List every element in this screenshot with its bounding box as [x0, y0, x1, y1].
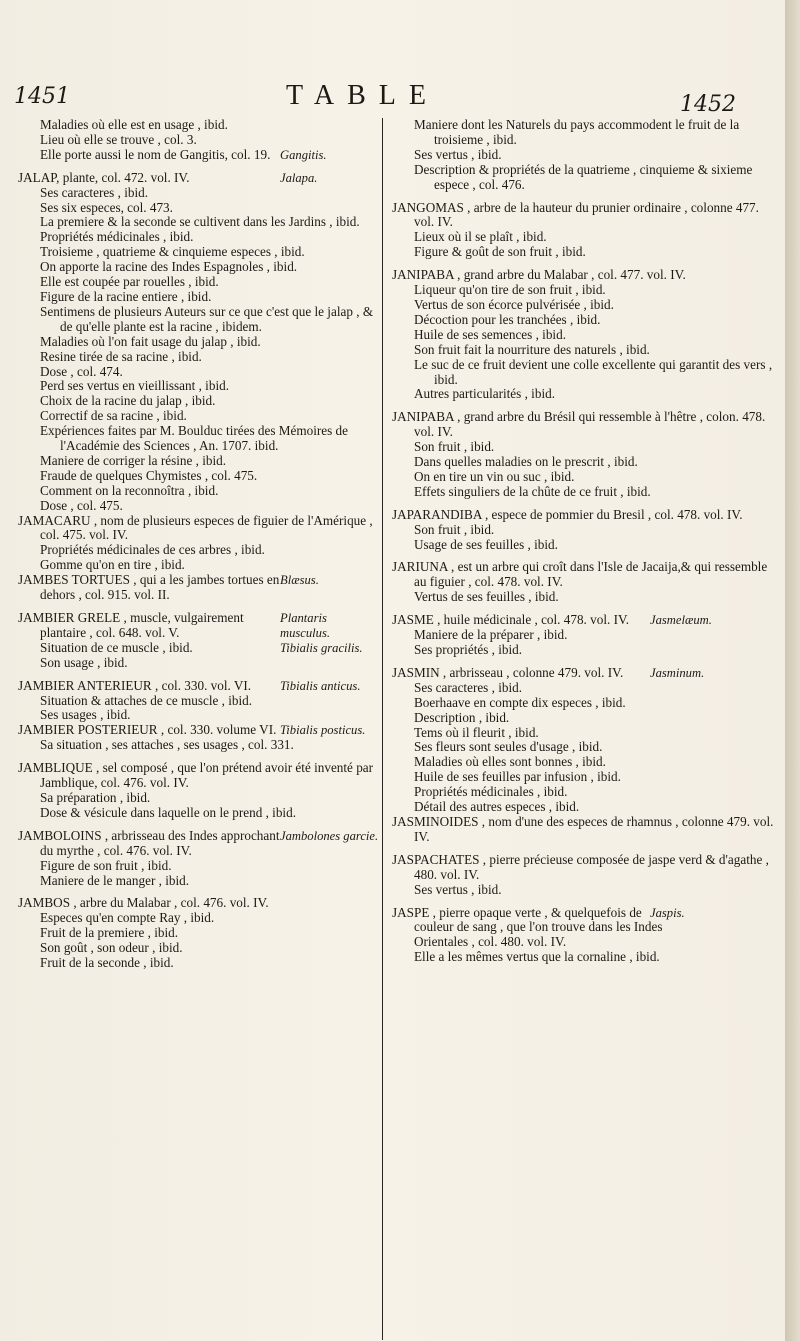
entry-text: Perd ses vertus en vieillissant , ibid. — [40, 378, 229, 394]
entry-text: Usage de ses feuilles , ibid. — [414, 536, 558, 552]
right-column — [392, 118, 782, 965]
entry-text: JAMBIER GRELE , muscle, vulgairement plantaire , col. 648. vol. V. — [18, 610, 244, 640]
index-subentry — [18, 738, 378, 753]
entry-text: Figure de son fruit , ibid. — [40, 857, 172, 873]
index-subentry — [18, 275, 378, 290]
entry-text: Description & propriétés de la quatrieme , cinquieme & sixieme espece , col. 476. — [414, 161, 753, 192]
index-entry — [392, 508, 782, 523]
entry-text: Ses propriétés , ibid. — [414, 642, 523, 657]
entry-text: JAMBOS , arbre du Malabar , col. 476. vol. IV. — [18, 895, 269, 911]
entry-text: Maladies où elles sont bonnes , ibid. — [414, 754, 606, 770]
index-entry — [392, 560, 782, 590]
index-subentry — [392, 485, 782, 500]
entry-text: Especes qu'en compte Ray , ibid. — [40, 910, 215, 926]
index-subentry — [18, 146, 327, 163]
index-subentry — [392, 755, 782, 770]
entry-text: JAMBOLOINS , arbrisseau des Indes approchant du myrthe , col. 476. vol. IV. — [18, 827, 280, 858]
index-subentry — [18, 941, 378, 956]
entry-text: La premiere & la seconde se cultivent dans les Jardins , ibid. — [40, 214, 360, 230]
entry-text: Son usage , ibid. — [40, 654, 128, 670]
index-subentry — [392, 538, 782, 553]
index-subentry — [392, 950, 782, 965]
index-subentry — [18, 186, 378, 201]
index-entry — [392, 904, 685, 951]
entry-text: JAMBLIQUE , sel composé , que l'on prétend avoir été inventé par Jamblique, col. 476. vol. IV. — [18, 760, 374, 791]
entry-text: JAMACARU , nom de plusieurs especes de figuier de l'Amérique , col. 475. vol. IV. — [18, 512, 373, 543]
index-subentry — [392, 328, 782, 343]
index-entry — [392, 612, 712, 628]
index-subentry — [18, 394, 378, 409]
entry-text: JAMBES TORTUES , qui a les jambes tortues en dehors , col. 915. vol. II. — [18, 572, 280, 603]
entry-text: JARIUNA , est un arbre qui croît dans l'Isle de Jacaija,& qui ressemble au figuier , col. 478. vol. IV. — [392, 559, 768, 590]
index-subentry — [18, 656, 378, 671]
entry-text: Lieux où il se plaît , ibid. — [414, 229, 547, 245]
index-subentry — [18, 133, 378, 148]
left-page-number: 1451 — [14, 84, 70, 109]
entry-text: Elle a les mêmes vertus que la cornaline , ibid. — [414, 949, 660, 965]
index-subentry — [392, 148, 782, 163]
index-subentry — [392, 387, 782, 402]
entry-text: Maladies où l'on fait usage du jalap , ibid. — [40, 333, 261, 349]
index-entry — [18, 827, 379, 859]
entry-text: On en tire un vin ou suc , ibid. — [414, 468, 575, 484]
entry-text: On apporte la racine des Indes Espagnoles , ibid. — [40, 259, 298, 275]
index-subentry — [18, 956, 378, 971]
entry-text: Ses vertus , ibid. — [414, 146, 502, 162]
entry-text: Situation de ce muscle , ibid. — [40, 639, 193, 655]
entry-text: Ses six especes, col. 473. — [40, 199, 173, 215]
entry-text: Propriétés médicinales , ibid. — [414, 784, 568, 800]
latin-margin-note: Jasmelæum. — [650, 613, 712, 628]
entry-text: JANIPABA , grand arbre du Brésil qui ressemble à l'hêtre , colon. 478. vol. IV. — [392, 409, 766, 440]
index-subentry — [392, 643, 782, 658]
index-subentry — [18, 454, 378, 469]
latin-margin-note: Tibialis anticus. — [280, 678, 361, 693]
entry-text: Choix de la racine du jalap , ibid. — [40, 393, 216, 409]
index-subentry — [392, 118, 782, 148]
latin-margin-note: Plantaris musculus. — [280, 611, 331, 640]
index-subentry — [18, 806, 378, 821]
entry-text: Sentimens de plusieurs Auteurs sur ce que c'est que le jalap , & de qu'elle plante est la racine , ibidem. — [40, 303, 374, 334]
entry-text: JAMBIER ANTERIEUR , col. 330. vol. VI. — [18, 677, 252, 693]
index-subentry — [18, 260, 378, 275]
index-entry — [18, 722, 366, 738]
entry-text: JAPARANDIBA , espece de pommier du Bresil , col. 478. vol. IV. — [392, 506, 743, 522]
index-subentry — [392, 358, 782, 388]
index-subentry — [18, 335, 378, 350]
entry-text: Huile de ses semences , ibid. — [414, 326, 566, 342]
index-subentry — [18, 694, 378, 709]
index-subentry — [18, 499, 378, 514]
entry-text: Ses vertus , ibid. — [414, 881, 502, 897]
entry-text: Décoction pour les tranchées , ibid. — [414, 311, 601, 327]
index-entry — [392, 410, 782, 440]
entry-text: Propriétés médicinales , ibid. — [40, 229, 194, 245]
latin-margin-note: Gangitis. — [280, 147, 327, 162]
entry-text: Resine tirée de sa racine , ibid. — [40, 348, 202, 364]
entry-text: Ses fleurs sont seules d'usage , ibid. — [414, 739, 603, 755]
entry-text: Fruit de la premiere , ibid. — [40, 925, 179, 941]
page-title: TABLE — [286, 80, 439, 111]
left-column — [18, 118, 378, 971]
index-subentry — [18, 639, 363, 656]
entry-text: Description , ibid. — [414, 709, 510, 725]
entry-text: Maladies où elle est en usage , ibid. — [40, 117, 228, 132]
index-subentry — [392, 313, 782, 328]
entry-text: Détail des autres especes , ibid. — [414, 799, 580, 815]
index-subentry — [18, 424, 378, 454]
entry-text: Sa situation , ses attaches , ses usages , col. 331. — [40, 737, 294, 753]
index-subentry — [392, 785, 782, 800]
entry-text: Effets singuliers de la chûte de ce fruit , ibid. — [414, 483, 651, 499]
index-subentry — [18, 409, 378, 424]
entry-text: JANIPABA , grand arbre du Malabar , col. 477. vol. IV. — [392, 267, 686, 283]
index-subentry — [18, 305, 378, 335]
index-subentry — [392, 590, 782, 605]
index-entry — [18, 761, 378, 791]
entry-text: Huile de ses feuilles par infusion , ibid. — [414, 769, 621, 785]
index-entry — [392, 201, 782, 231]
index-subentry — [392, 298, 782, 313]
index-entry — [392, 268, 782, 283]
entry-text: Son goût , son odeur , ibid. — [40, 940, 183, 956]
index-entry — [392, 853, 782, 883]
entry-text: Maniere de la préparer , ibid. — [414, 627, 568, 643]
entry-text: Dose & vésicule dans laquelle on le prend , ibid. — [40, 804, 296, 820]
entry-text: Vertus de son écorce pulvérisée , ibid. — [414, 296, 614, 312]
index-subentry — [18, 708, 378, 723]
entry-text: Maniere dont les Naturels du pays accommodent le fruit de la troisieme , ibid. — [414, 117, 740, 147]
entry-text: Autres particularités , ibid. — [414, 386, 555, 402]
entry-text: Dose , col. 475. — [40, 497, 123, 513]
entry-text: Comment on la reconnoîtra , ibid. — [40, 482, 219, 498]
index-subentry — [18, 118, 378, 133]
index-subentry — [392, 711, 782, 726]
entry-text: Elle est coupée par rouelles , ibid. — [40, 274, 219, 290]
latin-margin-note: Jasminum. — [650, 665, 705, 680]
latin-margin-note: Blæsus. — [280, 573, 319, 588]
index-subentry — [18, 543, 378, 558]
index-subentry — [392, 726, 782, 741]
entry-text: JANGOMAS , arbre de la hauteur du prunier ordinaire , colonne 477. vol. IV. — [392, 199, 759, 230]
entry-text: JASPACHATES , pierre précieuse composée de jaspe verd & d'agathe , 480. vol. IV. — [392, 851, 769, 882]
index-subentry — [18, 350, 378, 365]
index-subentry — [392, 628, 782, 643]
latin-margin-note: Tibialis posticus. — [280, 723, 366, 738]
entry-text: Situation & attaches de ce muscle , ibid. — [40, 692, 253, 708]
entry-text: Ses usages , ibid. — [40, 707, 131, 723]
index-entry — [392, 815, 782, 845]
index-subentry — [392, 163, 782, 193]
entry-text: Son fruit fait la nourriture des naturels , ibid. — [414, 341, 650, 357]
entry-text: Gomme qu'on en tire , ibid. — [40, 557, 185, 573]
entry-text: Maniere de corriger la résine , ibid. — [40, 452, 227, 468]
entry-text: Boerhaave en compte dix especes , ibid. — [414, 694, 626, 710]
index-entry — [18, 169, 318, 186]
entry-text: Expériences faites par M. Boulduc tirées des Mémoires de l'Académie des Sciences , An. 1707. ibid. — [40, 423, 348, 454]
index-subentry — [18, 926, 378, 941]
entry-text: Lieu où elle se trouve , col. 3. — [40, 131, 197, 147]
index-subentry — [18, 859, 378, 874]
index-subentry — [18, 290, 378, 305]
latin-margin-note: Jaspis. — [650, 905, 685, 920]
entry-text: Ses caracteres , ibid. — [414, 679, 523, 695]
index-subentry — [18, 230, 378, 245]
index-subentry — [18, 484, 378, 499]
entry-text: Figure de la racine entiere , ibid. — [40, 288, 212, 304]
index-subentry — [18, 201, 378, 216]
latin-margin-note: Jambolones garcie. — [280, 828, 379, 843]
index-subentry — [18, 469, 378, 484]
index-subentry — [18, 215, 378, 230]
index-subentry — [392, 681, 782, 696]
entry-text: Propriétés médicinales de ces arbres , ibid. — [40, 542, 265, 558]
entry-text: Maniere de le manger , ibid. — [40, 872, 190, 888]
column-divider — [382, 118, 383, 1340]
entry-text: Elle porte aussi le nom de Gangitis, col. 19. — [40, 146, 271, 162]
index-subentry — [392, 883, 782, 898]
entry-text: Liqueur qu'on tire de son fruit , ibid. — [414, 282, 606, 298]
index-subentry — [392, 740, 782, 755]
index-subentry — [18, 379, 378, 394]
index-subentry — [18, 558, 378, 573]
index-subentry — [392, 523, 782, 538]
index-subentry — [392, 455, 782, 470]
index-subentry — [392, 440, 782, 455]
entry-text: JASMIN , arbrisseau , colonne 479. vol. IV. — [392, 664, 624, 680]
entry-text: Fruit de la seconde , ibid. — [40, 955, 174, 971]
index-subentry — [392, 770, 782, 785]
entry-text: Dans quelles maladies on le prescrit , ibid. — [414, 454, 638, 470]
index-subentry — [392, 696, 782, 711]
index-entry — [18, 677, 361, 694]
entry-text: Troisieme , quatrieme & cinquieme especes , ibid. — [40, 244, 305, 260]
page-edge — [785, 0, 800, 1341]
entry-text: JASMINOIDES , nom d'une des especes de rhamnus , colonne 479. vol. IV. — [392, 813, 774, 844]
latin-margin-note: Jalapa. — [280, 170, 318, 185]
entry-text: JASPE , pierre opaque verte , & quelquefois de couleur de sang , que l'on trouve dans les Indes Orientales , col. 480. vol. IV. — [392, 904, 663, 950]
entry-text: JASME , huile médicinale , col. 478. vol. IV. — [392, 612, 630, 628]
index-entry — [18, 514, 378, 544]
index-subentry — [392, 343, 782, 358]
index-subentry — [392, 245, 782, 260]
entry-text: Le suc de ce fruit devient une colle excellente qui garantit des vers , ibid. — [414, 356, 773, 387]
entry-text: Sa préparation , ibid. — [40, 789, 151, 805]
entry-text: JALAP, plante, col. 472. vol. IV. — [18, 169, 190, 185]
index-entry — [392, 664, 705, 681]
index-entry — [18, 896, 378, 911]
index-subentry — [18, 245, 378, 260]
index-subentry — [392, 283, 782, 298]
index-subentry — [18, 874, 378, 889]
index-subentry — [392, 800, 782, 815]
index-subentry — [392, 230, 782, 245]
entry-text: Son fruit , ibid. — [414, 439, 495, 455]
entry-text: Ses caracteres , ibid. — [40, 184, 149, 200]
index-subentry — [18, 911, 378, 926]
latin-margin-note: Tibialis gracilis. — [280, 640, 363, 655]
entry-text: Figure & goût de son fruit , ibid. — [414, 244, 586, 260]
right-page-number: 1452 — [680, 92, 736, 117]
entry-text: Dose , col. 474. — [40, 363, 123, 379]
index-subentry — [18, 365, 378, 380]
index-entry — [18, 572, 319, 603]
entry-text: Vertus de ses feuilles , ibid. — [414, 589, 559, 605]
index-subentry — [392, 470, 782, 485]
entry-text: JAMBIER POSTERIEUR , col. 330. volume VI. — [18, 722, 277, 738]
entry-text: Son fruit , ibid. — [414, 521, 495, 537]
entry-text: Tems où il fleurit , ibid. — [414, 724, 539, 740]
index-subentry — [18, 791, 378, 806]
index-entry — [18, 610, 331, 641]
entry-text: Fraude de quelques Chymistes , col. 475. — [40, 467, 258, 483]
entry-text: Correctif de sa racine , ibid. — [40, 408, 187, 424]
